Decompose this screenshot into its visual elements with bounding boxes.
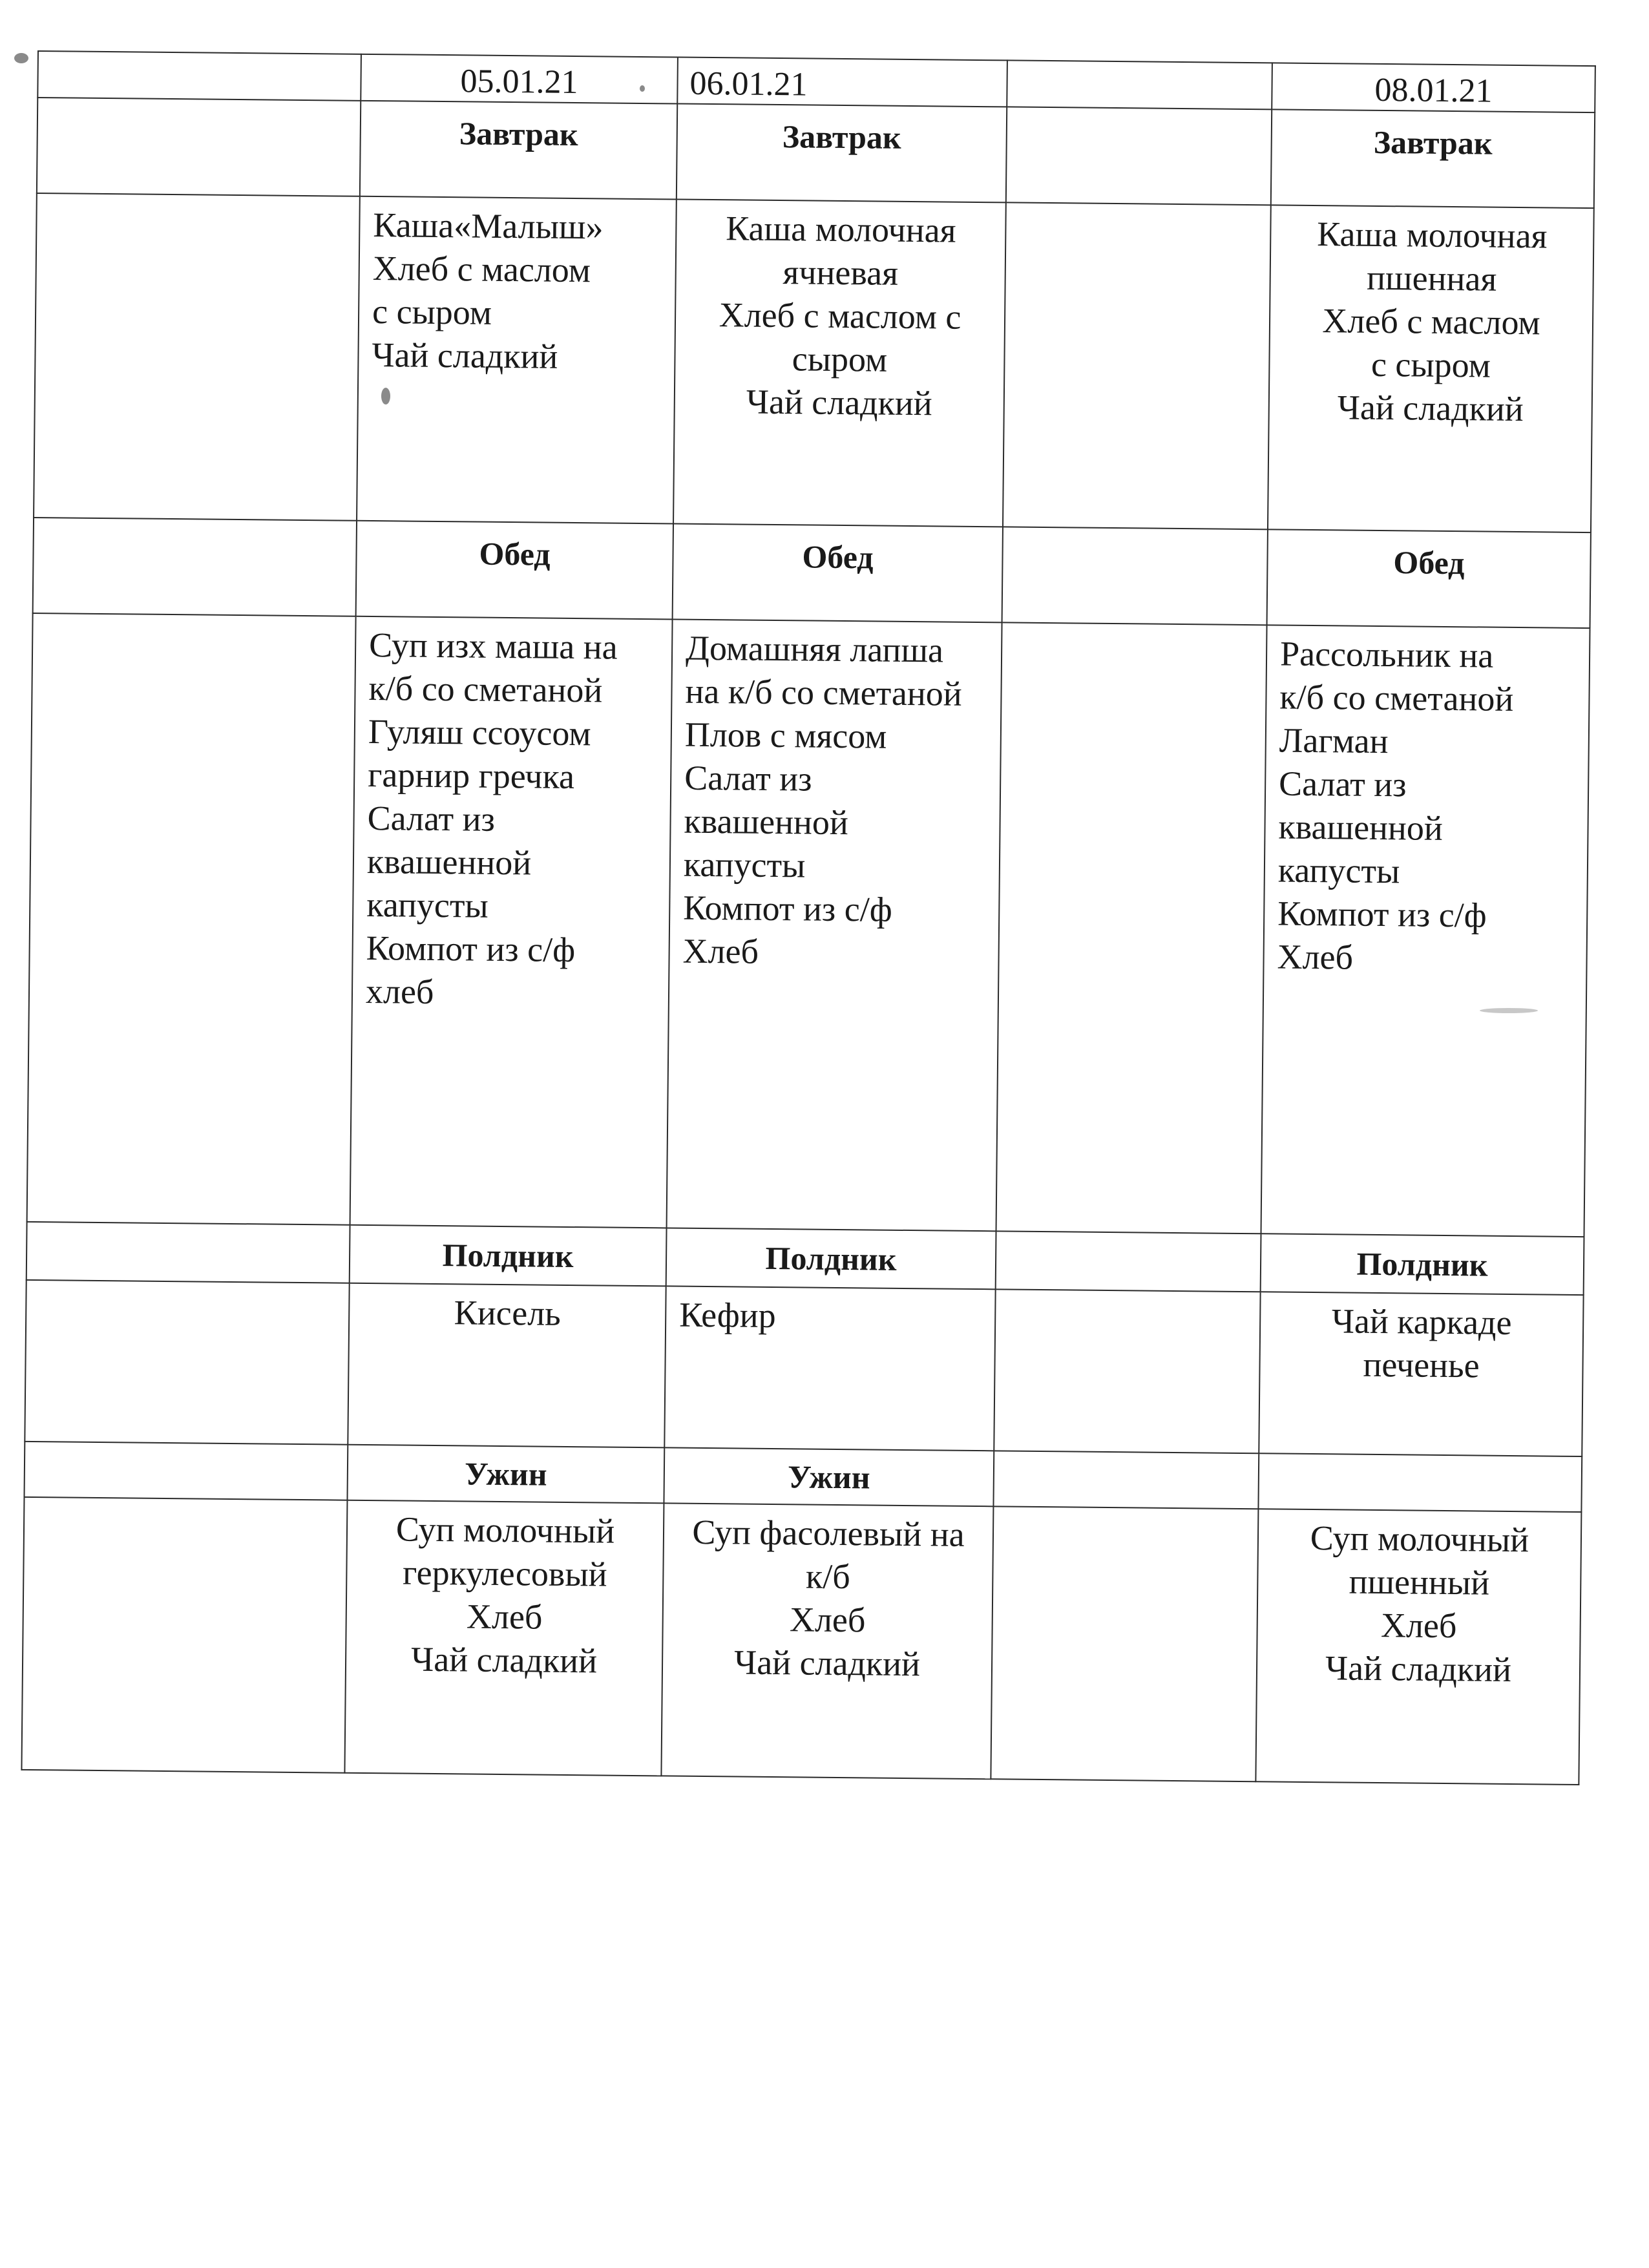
- row-label-cell: [37, 51, 361, 101]
- menu-cell: [357, 196, 677, 524]
- menu-item: капусты: [1277, 850, 1400, 891]
- menu-cell: [1261, 625, 1590, 1237]
- menu-item: Хлеб: [1277, 937, 1354, 977]
- row-label-cell: [37, 98, 361, 196]
- row-label-cell: [25, 1442, 348, 1500]
- menu-item: с сыром: [372, 291, 492, 332]
- row-label-cell: [26, 1222, 350, 1283]
- menu-item: Чай сладкий: [733, 1643, 921, 1684]
- date-cell: 05.01.21: [361, 54, 678, 104]
- menu-item: Чай сладкий: [1337, 388, 1524, 429]
- menu-cell: [348, 1283, 666, 1448]
- meal-heading: Обед: [356, 521, 673, 620]
- menu-item: Кефир: [678, 1295, 777, 1336]
- menu-item: пшенный: [1349, 1562, 1490, 1602]
- date-cell: 08.01.21: [1272, 63, 1595, 112]
- menu-item: с сыром: [1371, 344, 1491, 385]
- meal-heading: [993, 1451, 1259, 1509]
- menu-cell: [1268, 205, 1594, 532]
- date-cell: 06.01.21: [677, 58, 1007, 107]
- menu-item: Каша«Малыш»: [373, 205, 604, 247]
- row-label-cell: [25, 1280, 349, 1445]
- meal-heading: Обед: [1267, 529, 1591, 628]
- meal-heading: Завтрак: [677, 104, 1007, 203]
- menu-item: Гуляш ссоусом: [368, 711, 591, 753]
- menu-item: капусты: [366, 885, 489, 925]
- menu-cell: [991, 1506, 1258, 1781]
- menu-item: Суп молочный: [1310, 1518, 1529, 1560]
- menu-cell: [1003, 202, 1271, 529]
- menu-item: Чай сладкий: [410, 1639, 598, 1681]
- menu-item: Суп фасолевый на: [692, 1512, 965, 1554]
- menu-item: Рассольник на: [1279, 634, 1494, 675]
- menu-item: Чай сладкий: [746, 382, 933, 423]
- meal-heading: [1002, 527, 1268, 625]
- menu-item: Хлеб с маслом с: [719, 295, 961, 337]
- menu-item: сыром: [792, 339, 888, 379]
- lunch-items-row: [27, 613, 1590, 1237]
- menu-sheet: [21, 50, 1595, 1823]
- menu-cell: [667, 619, 1002, 1231]
- menu-item: Суп изх маша на: [368, 625, 618, 667]
- scan-speck: [381, 388, 390, 404]
- meal-heading: Полдник: [1261, 1234, 1584, 1295]
- menu-item: Лагман: [1279, 720, 1389, 761]
- row-label-cell: [34, 193, 360, 521]
- breakfast-heading-row: [37, 98, 1595, 208]
- menu-item: печенье: [1363, 1345, 1480, 1385]
- menu-item: к/б: [805, 1557, 851, 1597]
- menu-item: к/б со сметаной: [368, 668, 603, 710]
- weekly-menu-table: [21, 50, 1595, 1785]
- breakfast-items-row: [34, 193, 1594, 532]
- menu-cell: [664, 1286, 995, 1451]
- menu-item: Хлеб: [1380, 1606, 1457, 1646]
- menu-item: Салат из: [1278, 764, 1407, 804]
- menu-cell: [344, 1500, 664, 1776]
- meal-heading: [1006, 107, 1272, 205]
- meal-heading: Завтрак: [360, 101, 677, 200]
- menu-cell: [1255, 1509, 1581, 1785]
- menu-item: капусты: [683, 845, 806, 885]
- menu-item: Хлеб: [789, 1600, 866, 1640]
- menu-item: Хлеб: [682, 931, 759, 971]
- menu-item: квашенной: [1278, 807, 1444, 848]
- menu-item: квашенной: [684, 801, 849, 843]
- menu-item: Каша молочная: [726, 209, 956, 250]
- menu-cell: [994, 1289, 1260, 1453]
- menu-item: Плов с мясом: [684, 715, 887, 756]
- scan-speck: [640, 85, 645, 92]
- menu-item: Чай сладкий: [1325, 1648, 1512, 1690]
- meal-heading: Полдник: [350, 1225, 667, 1286]
- menu-item: Домашняя лапша: [685, 628, 944, 670]
- menu-item: хлеб: [365, 971, 434, 1011]
- menu-cell: [1259, 1292, 1583, 1456]
- row-label-cell: [27, 613, 356, 1225]
- dinner-items-row: [21, 1497, 1581, 1785]
- menu-cell: [996, 622, 1267, 1234]
- menu-item: на к/б со сметаной: [685, 671, 962, 713]
- menu-cell: [661, 1503, 993, 1779]
- menu-item: Чай каркаде: [1331, 1301, 1512, 1342]
- menu-item: Каша молочная: [1316, 215, 1548, 256]
- meal-heading: [1258, 1453, 1582, 1512]
- menu-item: пшенная: [1366, 258, 1497, 299]
- menu-cell: [673, 200, 1006, 527]
- snack-items-row: [25, 1280, 1583, 1456]
- menu-item: ячневая: [782, 253, 899, 293]
- scan-speck: [1480, 1008, 1538, 1013]
- menu-item: Суп молочный: [395, 1509, 615, 1551]
- menu-item: Кисель: [454, 1293, 562, 1333]
- menu-item: Компот из с/ф: [366, 928, 576, 970]
- scan-speck: [14, 53, 28, 63]
- menu-item: Салат из: [684, 758, 812, 799]
- menu-item: к/б со сметаной: [1279, 677, 1514, 719]
- menu-item: геркулесовый: [402, 1553, 607, 1594]
- row-label-cell: [33, 518, 357, 616]
- meal-heading: [996, 1231, 1261, 1292]
- meal-heading: Завтрак: [1271, 109, 1595, 208]
- meal-heading: Ужин: [347, 1445, 664, 1504]
- lunch-heading-row: [33, 518, 1591, 628]
- menu-item: гарнир гречка: [367, 755, 575, 797]
- meal-heading: Обед: [673, 523, 1003, 622]
- menu-item: Салат из: [367, 798, 496, 839]
- menu-item: Чай сладкий: [372, 335, 558, 376]
- menu-item: Компот из с/ф: [1277, 894, 1487, 935]
- row-label-cell: [21, 1497, 347, 1773]
- menu-item: квашенной: [366, 841, 532, 883]
- date-cell: [1007, 60, 1272, 109]
- meal-heading: Ужин: [664, 1447, 994, 1506]
- menu-item: Компот из с/ф: [683, 888, 893, 929]
- menu-item: Хлеб с маслом: [1322, 301, 1540, 342]
- menu-item: Хлеб с маслом: [372, 248, 591, 290]
- menu-item: Хлеб: [466, 1597, 543, 1637]
- meal-heading: Полдник: [666, 1228, 996, 1289]
- menu-cell: [350, 616, 673, 1228]
